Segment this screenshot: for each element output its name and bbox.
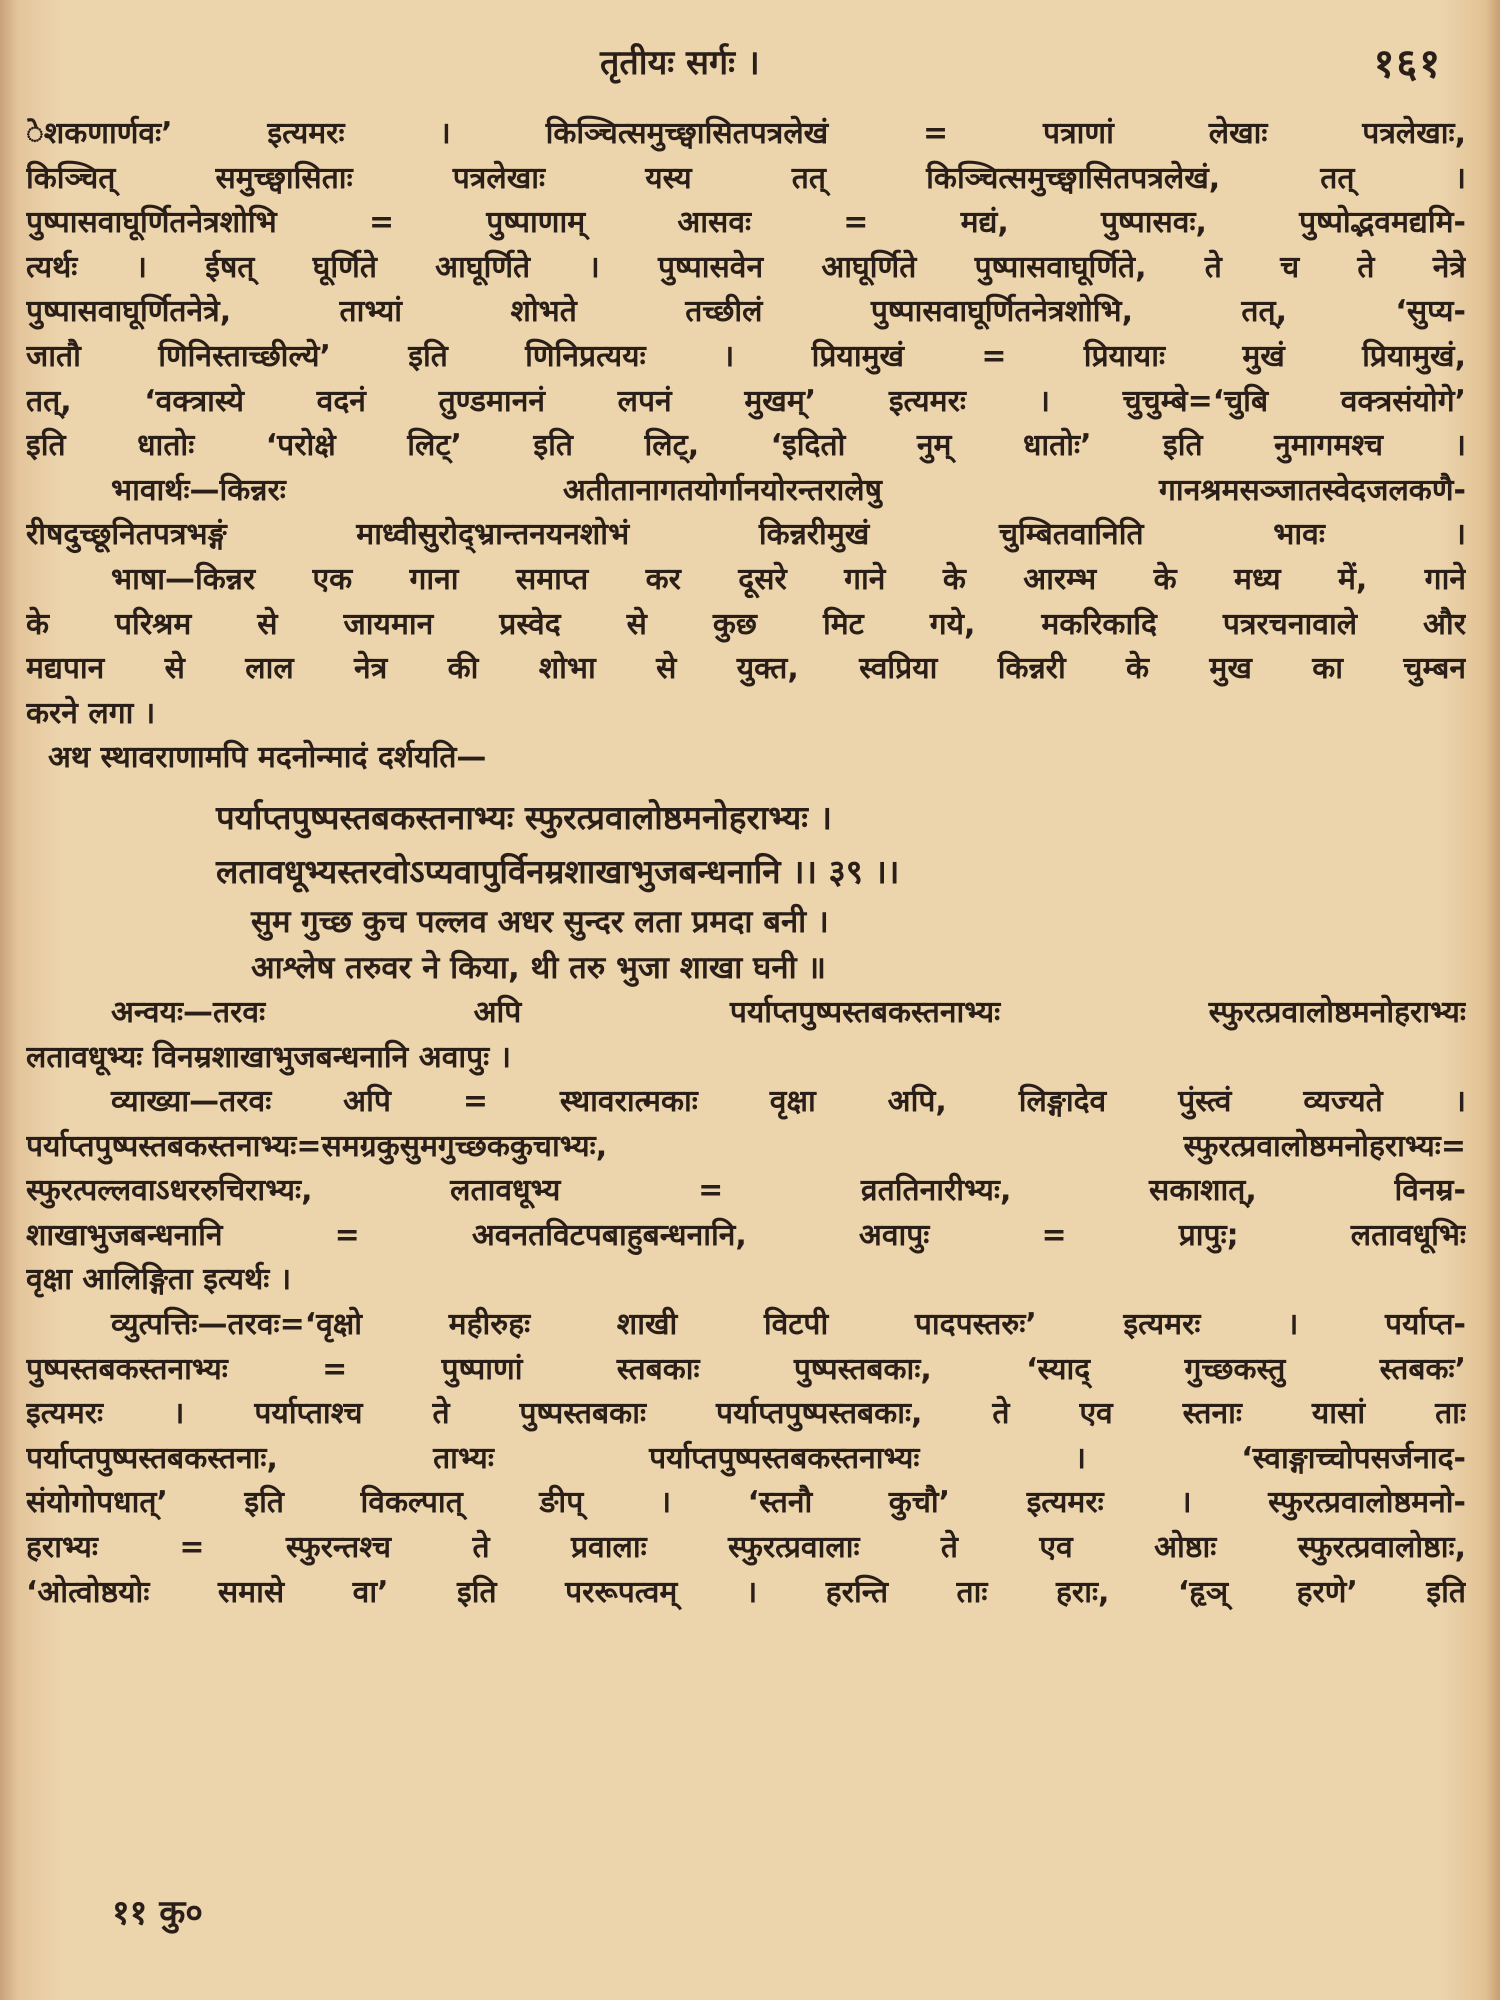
vyutpatti-line: संयोगोपधात्’ इति विकल्पात् ङीप् । ‘स्तनौ कुचौ’ इत्यमरः । स्फुरत्प्रवालोष्ठमनो- [26,1485,1466,1521]
bhasha-line: करने लगा । [26,695,156,731]
commentary-line: किञ्चित् समुच्छ्वासिताः पत्रलेखाः यस्य तत् किञ्चित्समुच्छ्वासितपत्रलेखं, तत् । [26,160,1466,196]
commentary-line: पुष्पासवाघूर्णितनेत्रशोभि = पुष्पाणाम् आसवः = मद्यं, पुष्पासवः, पुष्पोद्भवमद्यमि- [26,205,1466,241]
page-header [0,30,1500,90]
commentary-line: तत्, ‘वक्त्रास्ये वदनं तुण्डमाननं लपनं मुखम्’ इत्यमरः । चुचुम्बे=‘चुबि वक्त्रसंयोगे’ [26,383,1466,419]
bhasha-line: मद्यपान से लाल नेत्र की शोभा से युक्त, स्वप्रिया किन्नरी के मुख का चुम्बन [26,651,1466,687]
anvaya-line: अन्वयः—तरवः अपि पर्याप्तपुष्पस्तबकस्तनाभ्यः स्फुरत्प्रवालोष्ठमनोहराभ्यः [111,994,1466,1030]
vyutpatti-line: व्युत्पत्तिः—तरवः=‘वृक्षो महीरुहः शाखी विटपी पादपस्तरुः’ इत्यमरः । पर्याप्त- [111,1307,1466,1343]
vyakhya-line: व्याख्या—तरवः अपि = स्थावरात्मकाः वृक्षा अपि, लिङ्गादेव पुंस्त्वं व्यज्यते । [111,1084,1466,1120]
page-number: १६१ [1373,41,1442,87]
bhavartha-line: रीषदुच्छूनितपत्रभङ्गं माध्वीसुरोद्भ्रान्तनयनशोभं किन्नरीमुखं चुम्बितवानिति भावः । [26,517,1466,553]
vyakhya-line: वृक्षा आलिङ्गिता इत्यर्थः । [26,1262,292,1298]
vyutpatti-line: हराभ्यः = स्फुरन्तश्च ते प्रवालाः स्फुरत्प्रवालाः ते एव ओष्ठाः स्फुरत्प्रवालोष्ठाः, [26,1530,1466,1566]
anvaya-line: लतावधूभ्यः विनम्रशाखाभुजबन्धनानि अवापुः । [26,1039,512,1075]
verse-line: पर्याप्तपुष्पस्तबकस्तनाभ्यः स्फुरत्प्रवालोष्ठमनोहराभ्यः । [216,797,832,837]
vyutpatti-line: पर्याप्तपुष्पस्तबकस्तनाः, ताभ्यः पर्याप्तपुष्पस्तबकस्तनाभ्यः । ‘स्वाङ्गाच्चोपसर्जनाद- [26,1440,1466,1476]
vyutpatti-line: ‘ओत्वोष्ठयोः समासे वा’ इति पररूपत्वम् । हरन्ति ताः हराः, ‘हृञ् हरणे’ इति [26,1574,1466,1610]
vyakhya-line: पर्याप्तपुष्पस्तबकस्तनाभ्यः=समग्रकुसुमगुच्छककुचाभ्यः, स्फुरत्प्रवालोष्ठमनोहराभ्यः= [26,1128,1466,1164]
verse-line: लतावधूभ्यस्तरवोऽप्यवापुर्विनम्रशाखाभुजबन्धनानि ।। ३९ ।। [216,851,900,891]
verse-intro: अथ स्थावराणामपि मदनोन्मादं दर्शयति— [48,740,487,776]
bhavartha-line: भावार्थः—किन्नरः अतीतानागतयोर्गानयोरन्तरालेषु गानश्रमसञ्जातस्वेदजलकणै- [111,472,1466,508]
vyutpatti-line: पुष्पस्तबकस्तनाभ्यः = पुष्पाणां स्तबकाः पुष्पस्तबकाः, ‘स्याद् गुच्छकस्तु स्तबकः’ [26,1351,1466,1387]
page-body [26,112,1466,1615]
commentary-line: इति धातोः ‘परोक्षे लिट्’ इति लिट्, ‘इदितो नुम् धातोः’ इति नुमागमश्च । [26,428,1466,464]
running-title: तृतीयः सर्गः । [600,43,760,83]
bhasha-line: भाषा—किन्नर एक गाना समाप्त कर दूसरे गाने के आरम्भ के मध्य में, गाने [111,561,1466,597]
commentary-line: त्यर्थः । ईषत् घूर्णिते आघूर्णिते । पुष्पासवेन आघूर्णिते पुष्पासवाघूर्णिते, ते च ते नेत्रे [26,249,1466,285]
commentary-line: जातौ णिनिस्ताच्छील्ये’ इति णिनिप्रत्ययः । प्रियामुखं = प्रियायाः मुखं प्रियामुखं, [26,338,1466,374]
vyutpatti-line: इत्यमरः । पर्याप्ताश्च ते पुष्पस्तबकाः पर्याप्तपुष्पस्तबकाः, ते एव स्तनाः यासां ताः [26,1396,1466,1432]
commentary-line: ेशकणार्णवः’ इत्यमरः । किञ्चित्समुच्छ्वासितपत्रलेखं = पत्राणां लेखाः पत्रलेखाः, [26,116,1466,151]
commentary-line: पुष्पासवाघूर्णितनेत्रे, ताभ्यां शोभते तच्छीलं पुष्पासवाघूर्णितनेत्रशोभि, तत्, ‘सुप्य- [26,294,1466,330]
hindi-verse-line: सुम गुच्छ कुच पल्लव अधर सुन्दर लता प्रमदा बनी । [251,903,829,940]
vyakhya-line: स्फुरत्पल्लवाऽधररुचिराभ्यः, लतावधूभ्य = व्रततिनारीभ्यः, सकाशात्, विनम्र- [26,1173,1466,1209]
vyakhya-line: शाखाभुजबन्धनानि = अवनतविटपबाहुबन्धनानि, अवापुः = प्रापुः; लतावधूभिः [26,1217,1466,1253]
printer-signature: ११ कु० [112,1893,203,1933]
hindi-verse-line: आश्लेष तरुवर ने किया, थी तरु भुजा शाखा घनी ॥ [251,949,826,986]
bhasha-line: के परिश्रम से जायमान प्रस्वेद से कुछ मिट गये, मकरिकादि पत्ररचनावाले और [26,606,1466,642]
